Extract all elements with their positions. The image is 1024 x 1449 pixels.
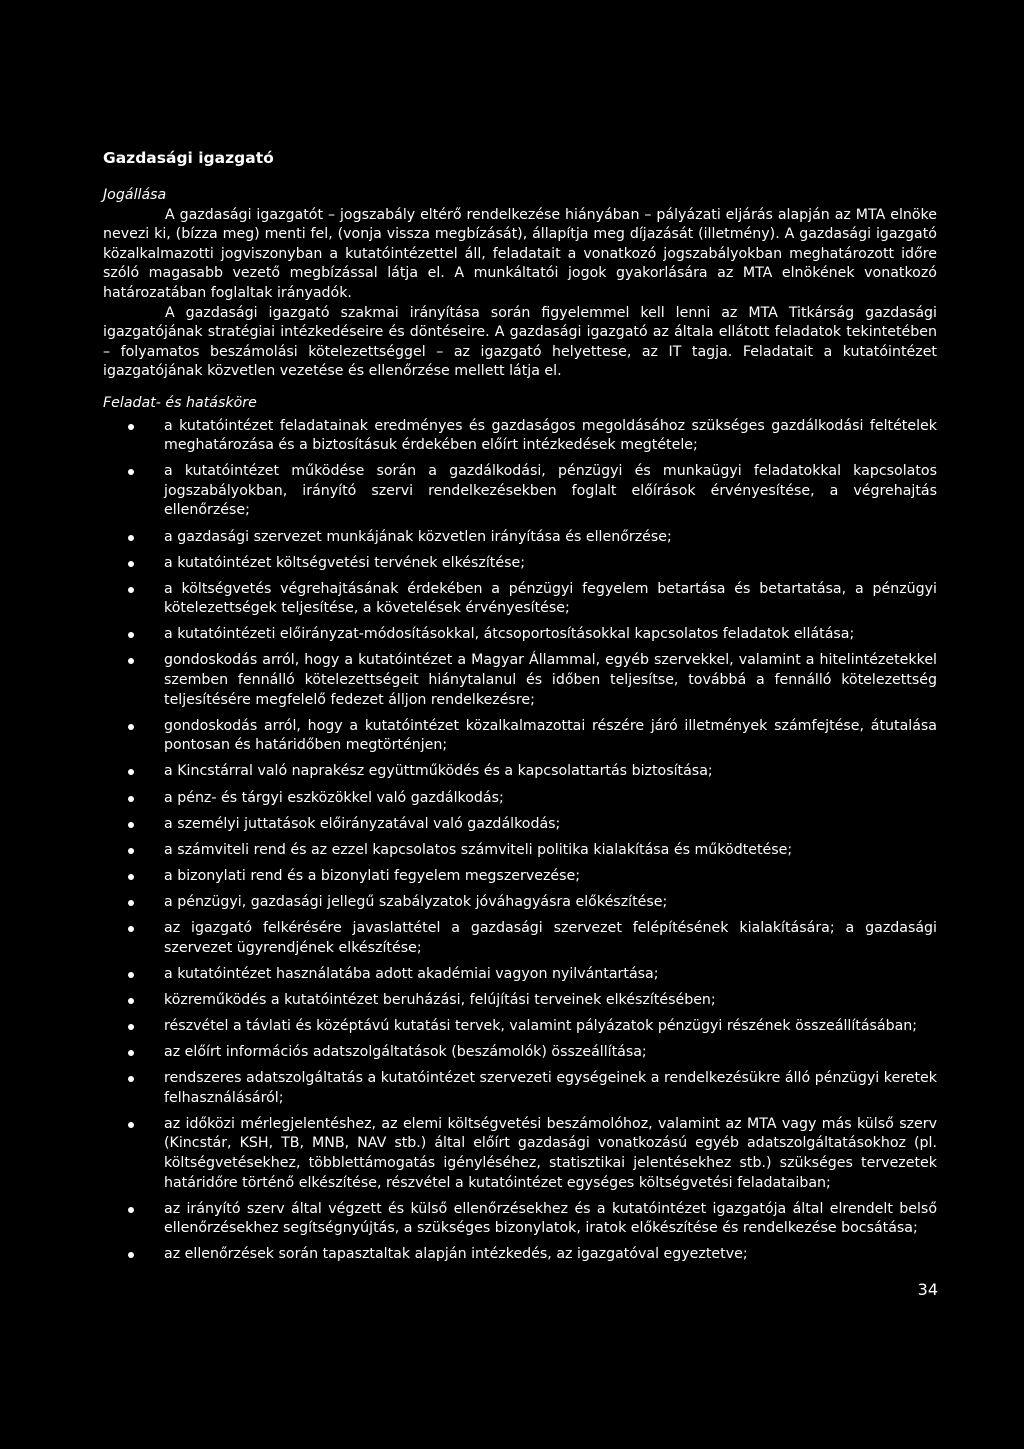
list-item: részvétel a távlati és középtávú kutatási tervek, valamint pályázatok pénzügyi részének összeállításában; <box>103 1017 937 1037</box>
list-item: gondoskodás arról, hogy a kutatóintézet a Magyar Állammal, egyéb szervekkel, valamint a hitelintézetekkel szemben fennálló kötelezettségeit hiánytalanul és időben teljesítse, továbbá a fennálló kötelezettség teljesítésére megfelelő fedezet álljon rendelkezésre; <box>103 651 937 710</box>
list-item: a pénzügyi, gazdasági jellegű szabályzatok jóváhagyásra előkészítése; <box>103 893 937 913</box>
bullet-icon <box>128 965 134 971</box>
document-page <box>103 148 937 1271</box>
list-item: az előírt információs adatszolgáltatások (beszámolók) összeállítása; <box>103 1043 937 1063</box>
list-item: rendszeres adatszolgáltatás a kutatóintézet szervezeti egységeinek a rendelkezésükre álló pénzügyi keretek felhasználásáról; <box>103 1069 937 1108</box>
status-section-title: Jogállása <box>103 187 167 203</box>
bullet-icon <box>128 841 134 847</box>
bullet-icon <box>128 1043 134 1049</box>
bullet-icon <box>128 762 134 768</box>
duties-list <box>103 417 937 1265</box>
list-item: az ellenőrzések során tapasztaltak alapján intézkedés, az igazgatóval egyeztetve; <box>103 1245 937 1265</box>
bullet-icon <box>128 1115 134 1121</box>
list-item: a gazdasági szervezet munkájának közvetlen irányítása és ellenőrzése; <box>103 528 937 548</box>
bullet-icon <box>128 991 134 997</box>
bullet-icon <box>128 528 134 534</box>
bullet-icon <box>128 625 134 631</box>
bullet-icon <box>128 867 134 873</box>
bullet-icon <box>128 1200 134 1206</box>
status-paragraph: A gazdasági igazgatót – jogszabály eltérő rendelkezése hiányában – pályázati eljárás alapján az MTA elnöke nevezi ki, (bízza meg) menti fel, (vonja vissza megbízását), állapítja meg díjazását (illetmény). A gazdasági igazgató közalkalmazotti jogviszonyban a kutatóintézettel áll, feladatait a vonatkozó jogszabályokban meghatározott időre szóló magasabb vezető megbízással látja el. A munkáltatói jogok gyakorlására az MTA elnökének vonatkozó határozatában foglaltak irányadók. <box>103 206 937 301</box>
list-item: közreműködés a kutatóintézet beruházási, felújítási terveinek elkészítésében; <box>103 991 937 1011</box>
bullet-icon <box>128 417 134 423</box>
bullet-icon <box>128 919 134 925</box>
bullet-icon <box>128 717 134 723</box>
list-item: a személyi juttatások előirányzatával való gazdálkodás; <box>103 815 937 835</box>
list-item: a kutatóintézeti előirányzat-módosításokkal, átcsoportosításokkal kapcsolatos feladatok ellátása; <box>103 625 937 645</box>
status-section <box>103 186 937 382</box>
page-number: 34 <box>917 1280 938 1299</box>
bullet-icon <box>128 462 134 468</box>
bullet-icon <box>128 789 134 795</box>
duties-section-title: Feladat- és hatásköre <box>103 394 257 411</box>
bullet-icon <box>128 1069 134 1075</box>
status-paragraph: A gazdasági igazgató szakmai irányítása során figyelemmel kell lenni az MTA Titkárság gazdasági igazgatójának stratégiai intézkedéseire és döntéseire. A gazdasági igazgató az általa ellátott feladatok tekintetében – folyamatos beszámolási kötelezettséggel – az igazgató helyettese, az IT tagja. Feladatait a kutatóintézet igazgatójának közvetlen vezetése és ellenőrzése mellett látja el. <box>103 304 937 380</box>
bullet-icon <box>128 815 134 821</box>
page-heading: Gazdasági igazgató <box>103 149 274 167</box>
bullet-icon <box>128 1017 134 1023</box>
list-item: a kutatóintézet használatába adott akadémiai vagyon nyilvántartása; <box>103 965 937 985</box>
duties-section <box>103 394 937 1265</box>
list-item: az irányító szerv által végzett és külső ellenőrzésekhez és a kutatóintézet igazgatója által elrendelt belső ellenőrzésekhez segítségnyújtás, a szükséges bizonylatok, iratok előkészítése és rendelkezése bocsátása; <box>103 1200 937 1239</box>
list-item: gondoskodás arról, hogy a kutatóintézet közalkalmazottai részére járó illetmények számfejtése, átutalása pontosan és határidőben megtörténjen; <box>103 717 937 756</box>
bullet-icon <box>128 580 134 586</box>
list-item: a Kincstárral való naprakész együttműködés és a kapcsolattartás biztosítása; <box>103 762 937 782</box>
bullet-icon <box>128 1245 134 1251</box>
bullet-icon <box>128 893 134 899</box>
list-item: a kutatóintézet működése során a gazdálkodási, pénzügyi és munkaügyi feladatokkal kapcsolatos jogszabályokban, irányító szervi rendelkezésekben foglalt előírások érvényesítése, a végrehajtás ellenőrzése; <box>103 462 937 521</box>
list-item: az igazgató felkérésére javaslattétel a gazdasági szervezet felépítésének kialakítására; a gazdasági szervezet ügyrendjének elkészítése; <box>103 919 937 958</box>
bullet-icon <box>128 554 134 560</box>
list-item: a pénz- és tárgyi eszközökkel való gazdálkodás; <box>103 789 937 809</box>
list-item: a számviteli rend és az ezzel kapcsolatos számviteli politika kialakítása és működtetése; <box>103 841 937 861</box>
list-item: a kutatóintézet költségvetési tervének elkészítése; <box>103 554 937 574</box>
list-item: az időközi mérlegjelentéshez, az elemi költségvetési beszámolóhoz, valamint az MTA vagy más külső szerv (Kincstár, KSH, TB, MNB, NAV stb.) által előírt gazdasági vonatkozású egyéb adatszolgáltatásokhoz (pl. költségvetésekhez, többlettámogatás igényléséhez, statisztikai jelentésekhez stb.) szükséges tervezetek határidőre történő elkészítése, részvétel a kutatóintézet egységes költségvetési feladataiban; <box>103 1115 937 1193</box>
list-item: a költségvetés végrehajtásának érdekében a pénzügyi fegyelem betartása és betartatása, a pénzügyi kötelezettségek teljesítése, a követelések érvényesítése; <box>103 580 937 619</box>
list-item: a bizonylati rend és a bizonylati fegyelem megszervezése; <box>103 867 937 887</box>
list-item: a kutatóintézet feladatainak eredményes és gazdaságos megoldásához szükséges gazdálkodási feltételek meghatározása és a biztosításuk érdekében előírt intézkedések megtétele; <box>103 417 937 456</box>
bullet-icon <box>128 651 134 657</box>
